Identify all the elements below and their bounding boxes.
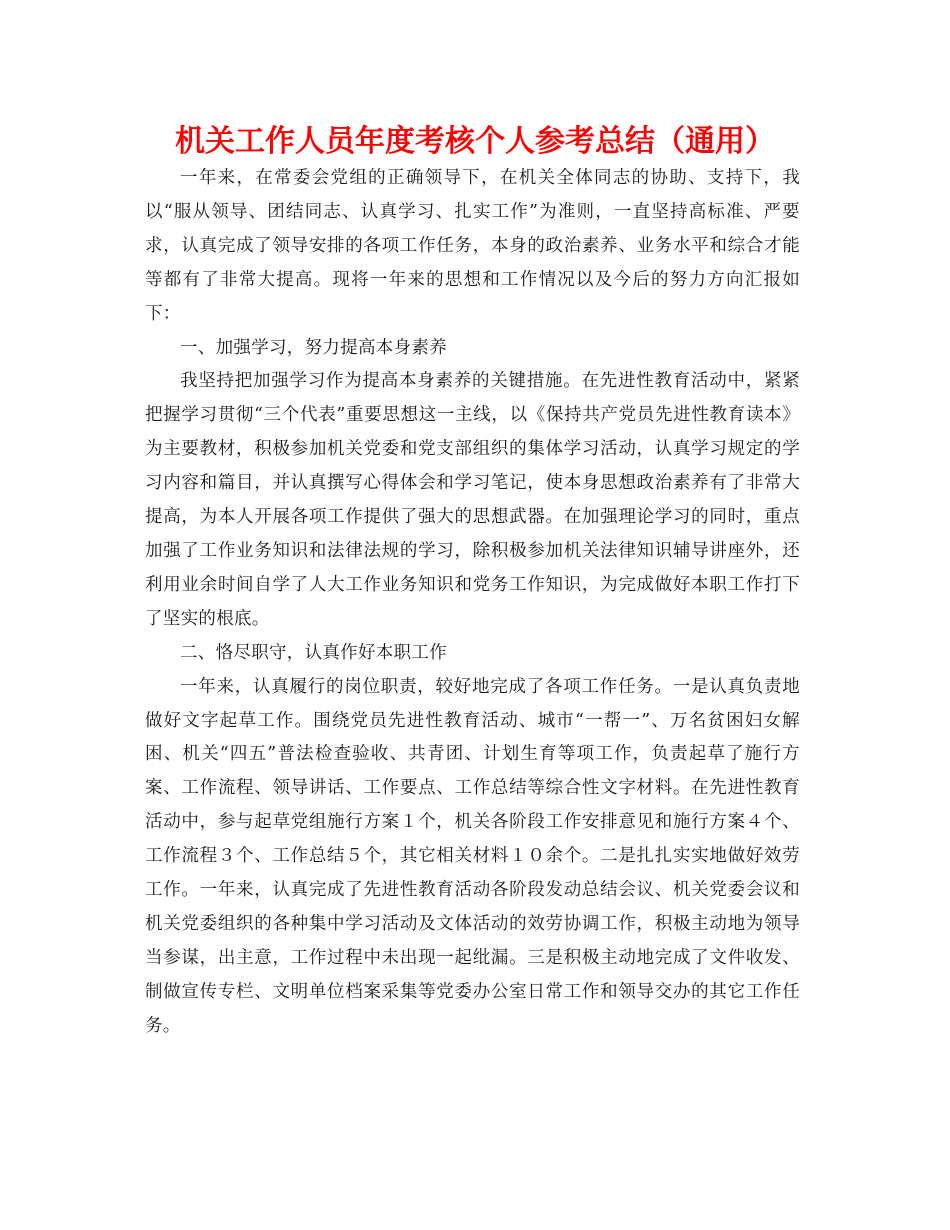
paragraph-study: 我坚持把加强学习作为提高本身素养的关键措施。在先进性教育活动中，紧紧把握学习贯彻“三个代表”重要思想这一主线，以《保持共产党员先进性教育读本》为主要教材，积极参加机关党委和党支部组织的集体学习活动，认真学习规定的学习内容和篇目，并认真撰写心得体会和学习笔记，使本身思想政治素养有了非常大提高，为本人开展各项工作提供了强大的思想武器。在加强理论学习的同时，重点加强了工作业务知识和法律法规的学习，除积极参加机关法律知识辅导讲座外，还利用业余时间自学了人大工作业务知识和党务工作知识，为完成做好本职工作打下了坚实的根底。 [145, 371, 800, 629]
section-heading-1: 一、加强学习，努力提高本身素养 [180, 337, 447, 358]
paragraph-duties: 一年来，认真履行的岗位职责，较好地完成了各项工作任务。一是认真负责地做好文字起草工作。围绕党员先进性教育活动、城市“一帮一”、万名贫困妇女解困、机关“四五”普法检查验收、共青团、计划生育等项工作，负责起草了施行方案、工作流程、领导讲话、工作要点、工作总结等综合性文字材料。在先进性教育活动中，参与起草党组施行方案１个，机关各阶段工作安排意见和施行方案４个、工作流程３个、工作总结５个，其它相关材料１０余个。二是扎扎实实地做好效劳工作。一年来，认真完成了先进性教育活动各阶段发动总结会议、机关党委会议和机关党委组织的各种集中学习活动及文体活动的效劳协调工作，积极主动地为领导当参谋，出主意，工作过程中未出现一起纰漏。三是积极主动地完成了文件收发、制做宣传专栏、文明单位档案采集等党委办公室日常工作和领导交办的其它工作任务。 [145, 676, 800, 1036]
document-body [145, 162, 800, 1044]
paragraph-intro: 一年来，在常委会党组的正确领导下，在机关全体同志的协助、支持下，我以“服从领导、团结同志、认真学习、扎实工作”为准则，一直坚持高标准、严要求，认真完成了领导安排的各项工作任务，本身的政治素养、业务水平和综合才能等都有了非常大提高。现将一年来的思想和工作情况以及今后的努力方向汇报如下： [145, 168, 800, 324]
section-heading-2: 二、恪尽职守，认真作好本职工作 [180, 642, 447, 663]
document-title: 机关工作人员年度考核个人参考总结（通用） [175, 124, 775, 159]
